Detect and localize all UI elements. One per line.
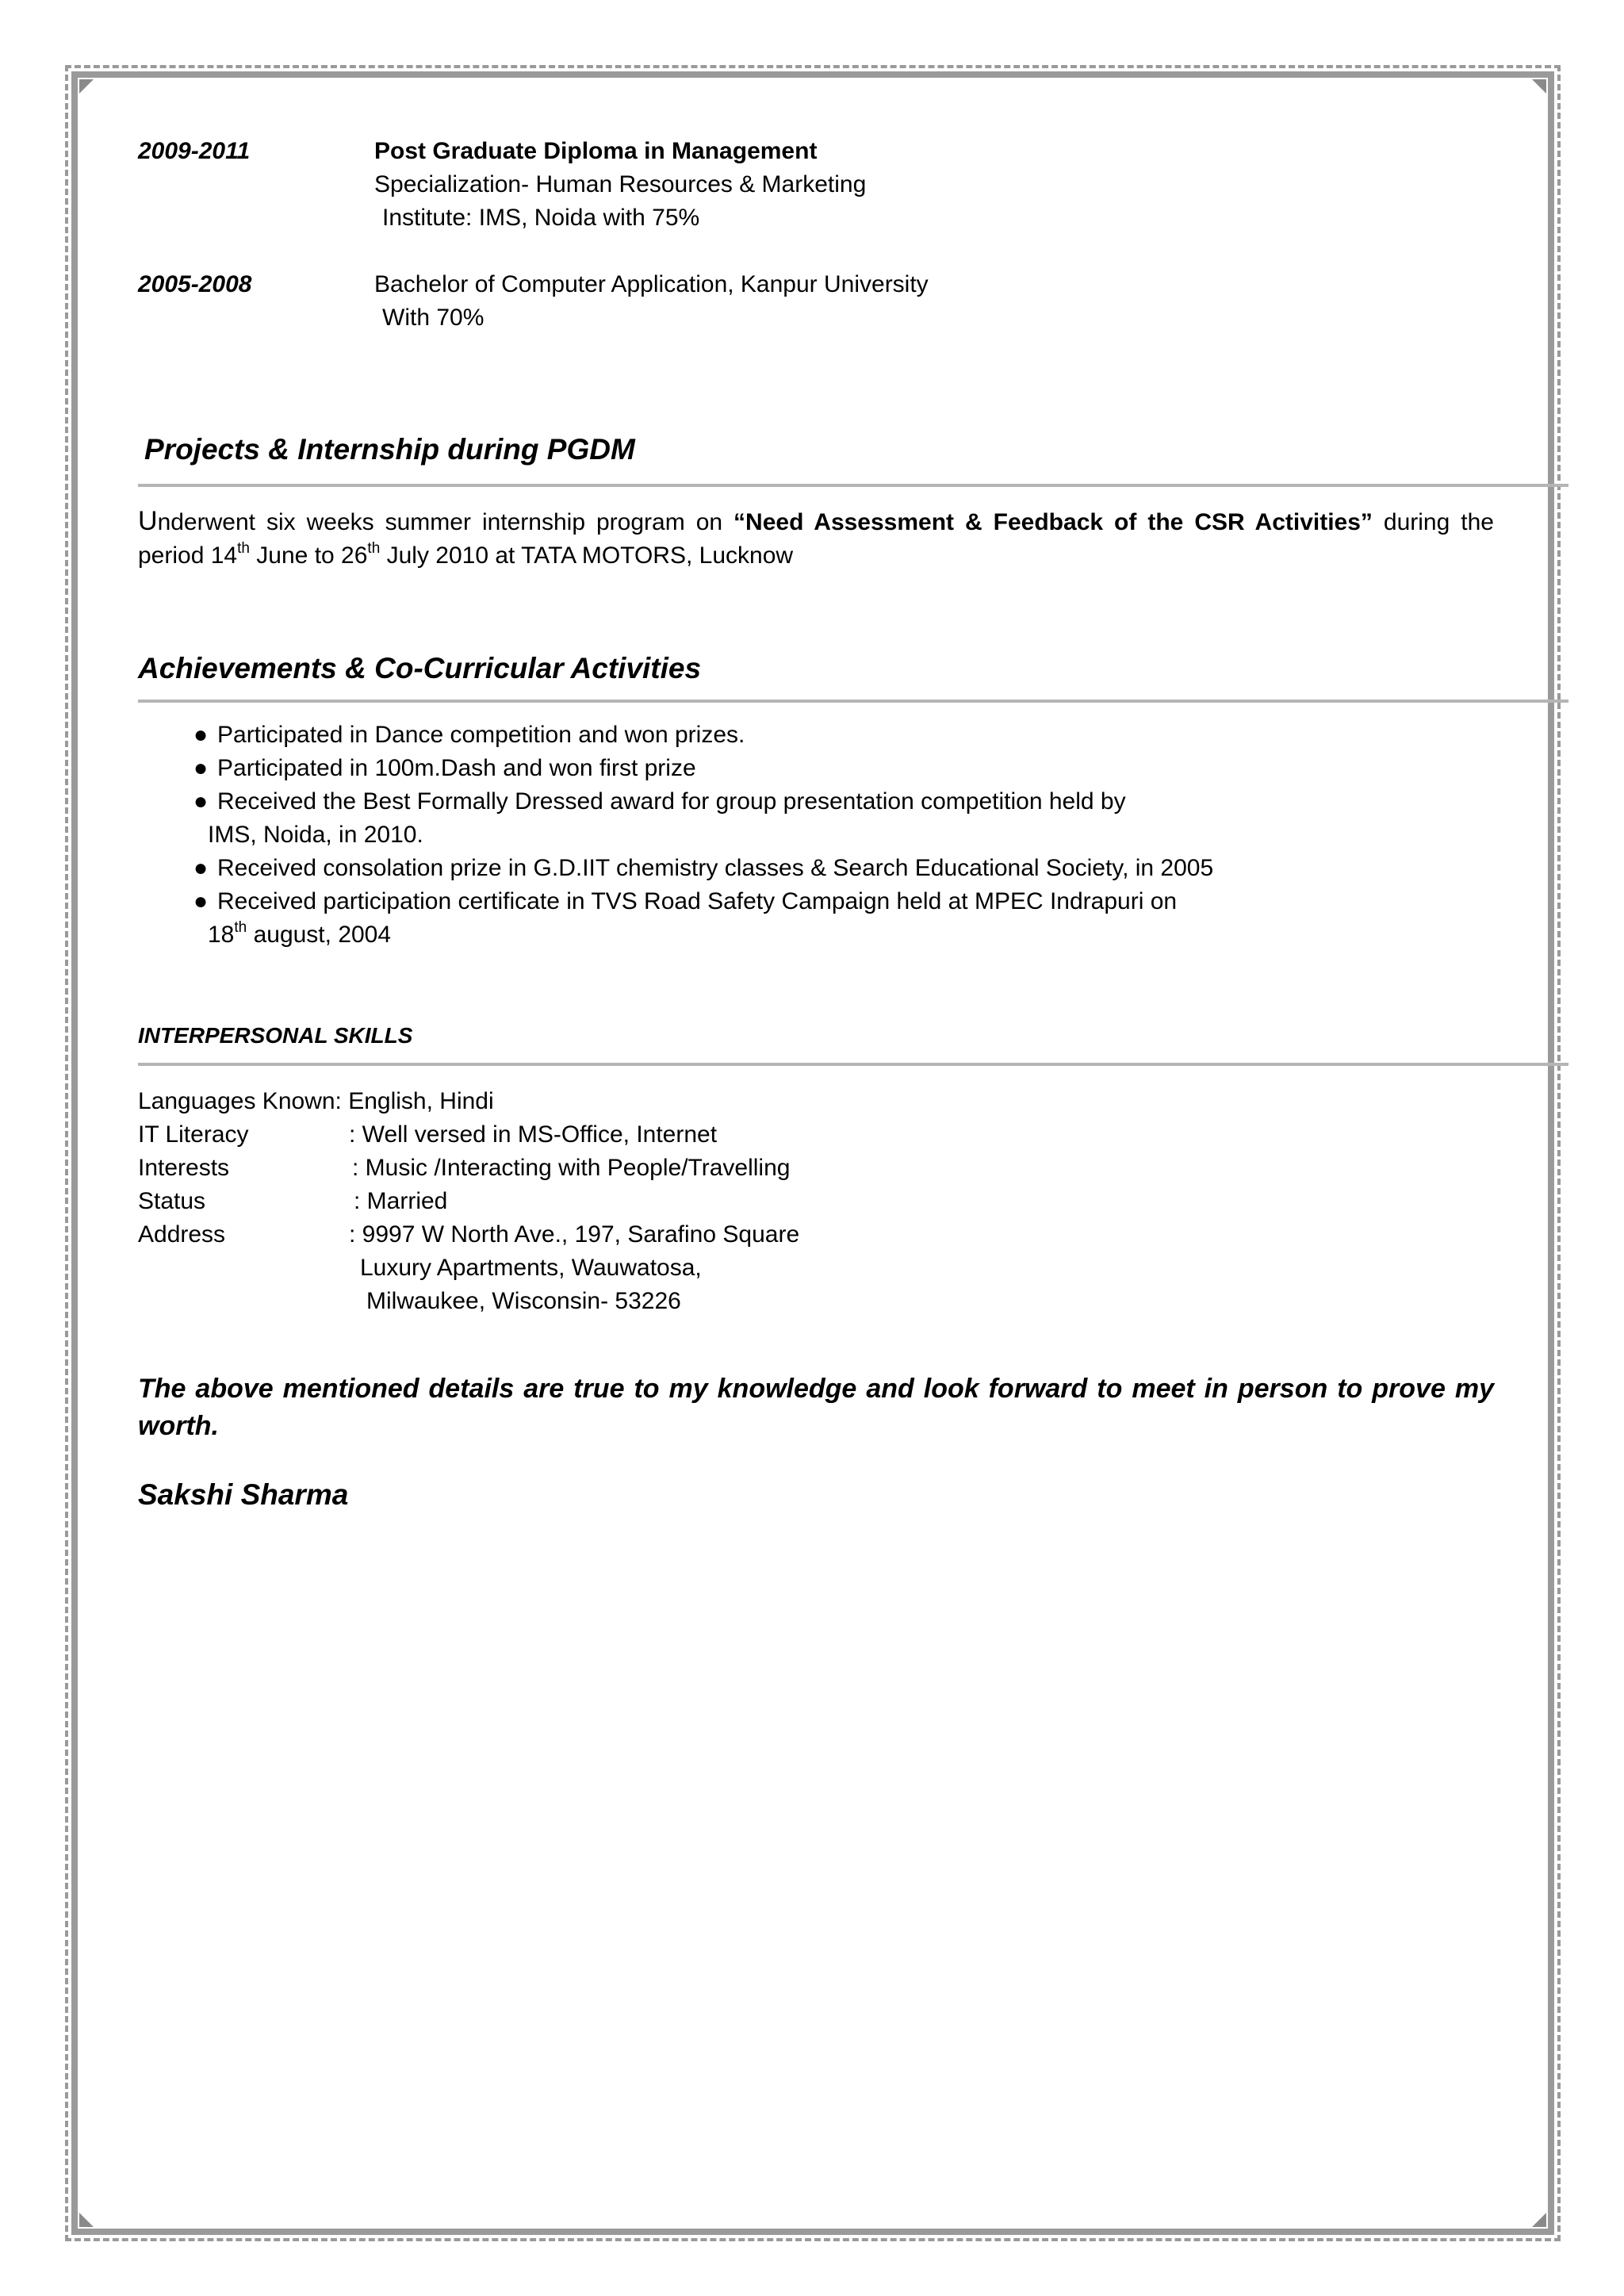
projects-heading: Projects & Internship during PGDM (144, 433, 635, 466)
section-divider (138, 1063, 1568, 1066)
text: July 2010 at TATA MOTORS, Lucknow (380, 542, 794, 569)
signature-name: Sakshi Sharma (138, 1478, 349, 1511)
project-title: “Need Assessment & Feedback of the CSR Activities” (733, 509, 1373, 535)
education-specialization: Specialization- Human Resources & Marketing (374, 171, 867, 197)
skills-heading: INTERPERSONAL SKILLS (138, 1023, 413, 1048)
item-text-continued: IMS, Noida, in 2010. (208, 822, 423, 848)
resume-page-content (138, 135, 1494, 1515)
text: august, 2004 (247, 922, 392, 948)
item-text: Received the Best Formally Dressed award for group presentation competition held by (217, 788, 1126, 815)
superscript: th (367, 540, 381, 557)
skill-value: : 9997 W North Ave., 197, Sarafino Square (349, 1221, 800, 1248)
internship-description (138, 504, 1494, 573)
education-institute: Institute: IMS, Noida with 75% (382, 205, 700, 231)
address-line-3: Milwaukee, Wisconsin- 53226 (366, 1288, 681, 1314)
declaration-text: The above mentioned details are true to my knowledge and look forward to meet in person to prove my worth. (138, 1374, 1494, 1441)
section-divider (138, 700, 1568, 703)
corner-ornament-bottom-right (1532, 2213, 1546, 2227)
bullet-icon: ● (193, 755, 209, 781)
skill-row-interests (138, 1152, 1494, 1185)
projects-section (138, 430, 1494, 573)
text: June to 26 (249, 542, 368, 569)
superscript: th (234, 919, 247, 936)
item-text: Participated in Dance competition and won prizes. (217, 722, 745, 748)
skills-section (138, 1020, 1494, 1318)
list-item (193, 852, 1494, 885)
corner-ornament-top-left (79, 79, 94, 94)
education-entry-pgdm (138, 135, 1494, 235)
skill-label: Interests (138, 1155, 230, 1181)
item-text-continued (208, 918, 1494, 952)
skill-value: : Music /Interacting with People/Travelling (352, 1155, 791, 1181)
item-text: Participated in 100m.Dash and won first prize (217, 755, 696, 781)
skill-row-it-literacy (138, 1118, 1494, 1152)
education-degree: Post Graduate Diploma in Management (374, 138, 818, 164)
list-item (193, 752, 1494, 785)
education-degree: Bachelor of Computer Application, Kanpur University (374, 271, 929, 297)
item-text: Received consolation prize in G.D.IIT chemistry classes & Search Educational Society, in 2005 (217, 855, 1214, 881)
skill-value: : Married (354, 1188, 448, 1214)
bullet-icon: ● (193, 788, 209, 815)
education-years: 2009-2011 (138, 138, 251, 164)
education-entry-bca (138, 268, 1494, 335)
drop-letter: U (138, 506, 158, 536)
bullet-icon: ● (193, 888, 209, 914)
list-item (193, 785, 1494, 852)
achievements-heading: Achievements & Co-Curricular Activities (138, 652, 702, 684)
address-line-2: Luxury Apartments, Wauwatosa, (360, 1255, 702, 1281)
education-score: With 70% (382, 305, 485, 331)
skill-row-address (138, 1218, 1494, 1251)
education-years: 2005-2008 (138, 271, 252, 297)
list-item (193, 885, 1494, 952)
item-text: Received participation certificate in TVS Road Safety Campaign held at MPEC Indrapuri on (217, 888, 1178, 914)
languages-line: Languages Known: English, Hindi (138, 1088, 494, 1114)
text: during the period 14 (138, 509, 1494, 569)
education-details (374, 135, 1494, 235)
achievements-list (138, 719, 1494, 952)
list-item (193, 719, 1494, 752)
achievements-section (138, 649, 1494, 952)
section-divider (138, 484, 1568, 487)
superscript: th (237, 540, 250, 557)
bullet-icon: ● (193, 722, 209, 748)
skill-value: : Well versed in MS-Office, Internet (349, 1121, 718, 1148)
education-details (374, 268, 1494, 335)
skill-label: Status (138, 1188, 206, 1214)
corner-ornament-bottom-left (79, 2213, 94, 2227)
text: nderwent six weeks summer internship program on (157, 509, 734, 535)
skill-label: IT Literacy (138, 1121, 249, 1148)
corner-ornament-top-right (1532, 79, 1546, 94)
skill-label: Address (138, 1221, 226, 1248)
education-section (138, 135, 1494, 335)
text: 18 (208, 922, 235, 948)
bullet-icon: ● (193, 855, 209, 881)
skill-row-status (138, 1185, 1494, 1218)
